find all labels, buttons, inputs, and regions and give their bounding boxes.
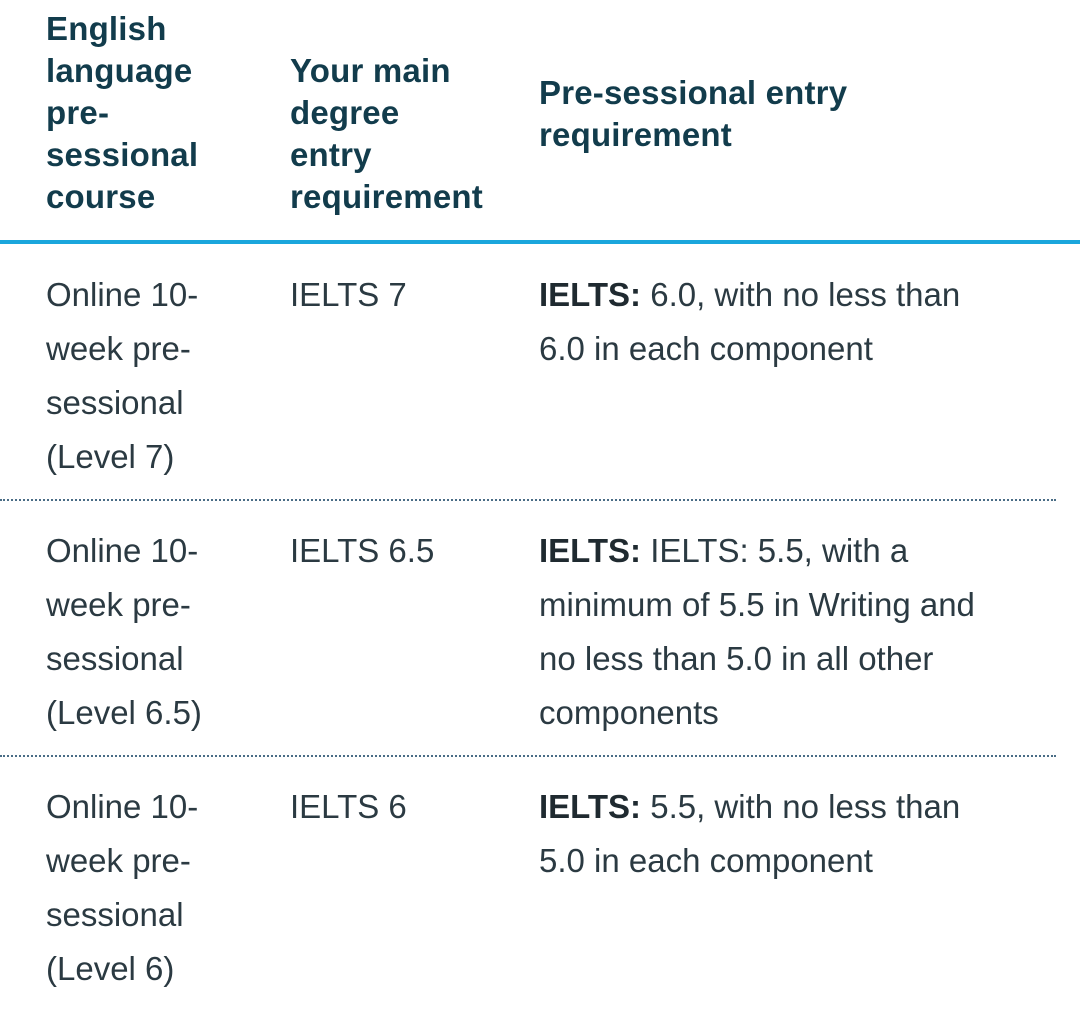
pre-requirement-label: IELTS: bbox=[539, 788, 642, 825]
pre-requirement-label: IELTS: bbox=[539, 276, 642, 313]
pre-requirement-label: IELTS: bbox=[539, 532, 642, 569]
main-requirement-cell: IELTS 7 bbox=[290, 276, 407, 313]
header-main-degree-requirement: Your main degree entry requirement bbox=[290, 52, 483, 215]
pre-requirement-text: IELTS: 5.5, with a minimum of 5.5 in Writing and no less than 5.0 in all other components bbox=[539, 532, 975, 731]
main-requirement-cell: IELTS 6.5 bbox=[290, 532, 435, 569]
pre-requirement-cell bbox=[539, 524, 1059, 740]
header-pre-sessional-requirement: Pre-sessional entry requirement bbox=[539, 74, 848, 153]
main-requirement-cell: IELTS 6 bbox=[290, 788, 407, 825]
table-header bbox=[0, 0, 1080, 244]
pre-requirement-cell bbox=[539, 780, 1059, 888]
course-cell: Online 10- week pre- sessional (Level 6.5) bbox=[46, 532, 202, 731]
header-course: English language pre- sessional course bbox=[46, 10, 199, 215]
table-row bbox=[0, 244, 1080, 500]
course-cell: Online 10- week pre- sessional (Level 6) bbox=[46, 788, 199, 987]
pre-requirement-text: 6.0, with no less than 6.0 in each component bbox=[539, 276, 961, 367]
course-cell: Online 10- week pre- sessional (Level 7) bbox=[46, 276, 199, 475]
pre-requirement-text: 5.5, with no less than 5.0 in each component bbox=[539, 788, 961, 879]
table-row bbox=[0, 756, 1080, 1012]
pre-requirement-cell bbox=[539, 268, 1059, 376]
table-row bbox=[0, 500, 1080, 756]
